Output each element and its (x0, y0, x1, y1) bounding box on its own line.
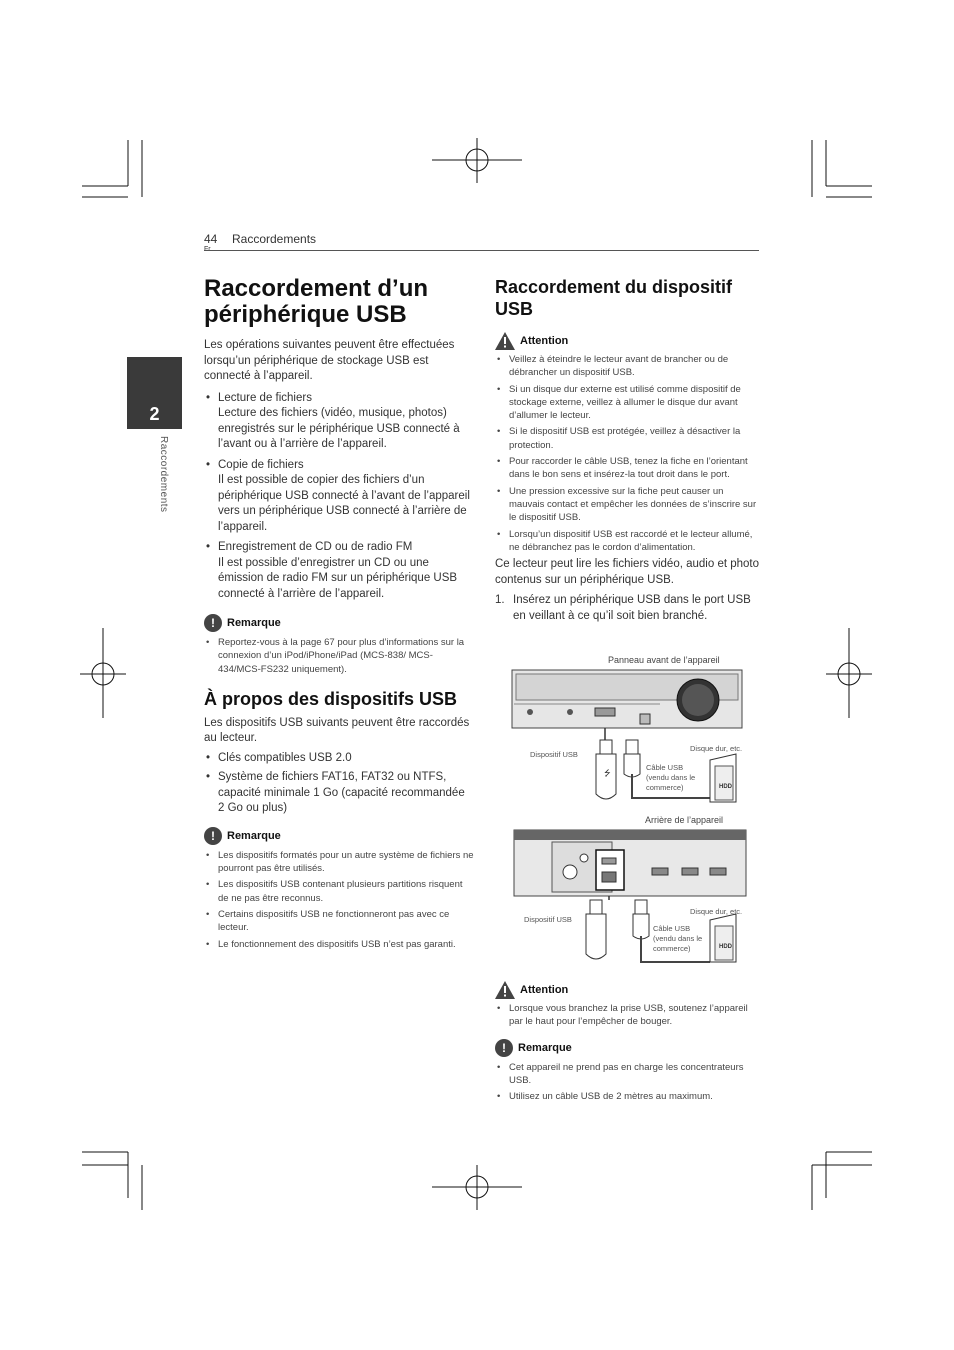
list-item: • Système de fichiers FAT16, FAT32 ou NTFS, capacité minimale 1 Go (capacité recommandée 2 Go ou plus) (204, 770, 474, 817)
step-1: 1. Insérez un périphérique USB dans le port USB en veillant à ce qu’il soit bien branché. (495, 594, 751, 622)
hdd-label-front: Disque dur, etc. (690, 744, 743, 753)
registration-mark-top (432, 138, 522, 183)
crop-mark-bottom-right (812, 1152, 872, 1210)
attention-list (495, 1002, 759, 1029)
chapter-label: Raccordements (158, 436, 169, 513)
attention-list (495, 353, 759, 554)
warning-icon (495, 332, 515, 350)
page-title: Raccordement d’un périphérique USB (204, 275, 429, 328)
cable-label-rear: Câble USB (vendu dans le commerce) (653, 924, 703, 953)
registration-mark-left (80, 628, 126, 718)
right-column (495, 276, 759, 624)
note-heading: ! Remarque (204, 614, 474, 632)
left-column (204, 276, 474, 954)
usb-device-list (204, 751, 474, 817)
running-header: Raccordements (232, 232, 317, 246)
section-title-connect-usb: Raccordement du dispositif USB (495, 277, 733, 319)
registration-mark-right (826, 628, 872, 718)
crop-mark-top-left (82, 140, 142, 197)
warning-icon (495, 981, 515, 999)
list-item: • Veillez à éteindre le lecteur avant de brancher ou de débrancher un dispositif USB. (495, 353, 759, 380)
section-intro: Les dispositifs USB suivants peuvent être raccordés au lecteur. (204, 716, 470, 745)
crop-mark-top-right (812, 140, 872, 197)
rear-panel-illustration (512, 828, 748, 968)
list-item: • Utilisez un câble USB de 2 mètres au maximum. (495, 1090, 759, 1103)
exclamation-icon: ! (204, 614, 222, 632)
svg-text:⭍: ⭍ (604, 769, 611, 778)
figure-caption-front: Panneau avant de l’appareil (608, 655, 720, 665)
attention-heading: Attention (495, 332, 759, 350)
list-item: • Lorsqu’un dispositif USB est raccordé et le lecteur allumé, ne débranchez pas le cordon d’alimentation. (495, 528, 759, 555)
list-item: • Clés compatibles USB 2.0 (204, 751, 474, 767)
feature-list (204, 391, 474, 603)
figure-caption-rear: Arrière de l’appareil (645, 815, 724, 825)
note-heading: ! Remarque (495, 1039, 759, 1057)
list-item: • Les dispositifs USB contenant plusieurs partitions risquent de ne pas être reconnus. (204, 878, 474, 905)
exclamation-icon: ! (204, 827, 222, 845)
list-item: • Cet appareil ne prend pas en charge les concentrateurs USB. (495, 1061, 759, 1088)
list-item: • Si un disque dur externe est utilisé comme dispositif de stockage externe, veillez à allumer le disque dur avant d’allumer le lecteur. (495, 383, 759, 423)
list-item: • Enregistrement de CD ou de radio FM Il est possible d’enregistrer un CD ou une émission de radio FM sur un périphérique USB connecté à l’arrière de l’appareil. (204, 540, 474, 602)
svg-text:HDD: HDD (719, 944, 732, 950)
cable-label-front: Câble USB (vendu dans le commerce) (646, 763, 696, 792)
attention-heading: Attention (495, 981, 759, 999)
note-list (204, 636, 474, 676)
list-item: • Lecture de fichiers Lecture des fichiers (vidéo, musique, photos) enregistrés sur le périphérique USB connecté à l’avant ou à l’arrière de l’appareil. (204, 391, 474, 453)
section-title-about-usb: À propos des dispositifs USB (204, 688, 458, 709)
list-item: • Lorsque vous branchez la prise USB, soutenez l’appareil par le haut pour l’empêcher de bouger. (495, 1002, 759, 1029)
crop-mark-bottom-left (82, 1152, 142, 1210)
list-item: • Les dispositifs formatés pour un autre système de fichiers ne pourront pas être utilisés. (204, 849, 474, 876)
intro-paragraph: Ce lecteur peut lire les fichiers vidéo, audio et photo contenus sur un périphérique USB. (495, 558, 760, 586)
list-item: • Si le dispositif USB est protégée, veillez à désactiver la protection. (495, 425, 759, 452)
usb-device-label-rear: Dispositif USB (524, 915, 572, 924)
list-item: • Le fonctionnement des dispositifs USB n’est pas garanti. (204, 938, 474, 951)
page-number: 44 (204, 232, 218, 246)
chapter-number: 2 (149, 404, 160, 424)
list-item: • Reportez-vous à la page 67 pour plus d’informations sur la connexion d’un iPod/iPhone/iPad (MCS-838/ MCS-434/MCS-FS232 uniquement). (204, 636, 474, 676)
svg-text:HDD: HDD (719, 784, 732, 790)
list-item: • Certains dispositifs USB ne fonctionneront pas avec ce lecteur. (204, 908, 474, 935)
list-item: • Copie de fichiers Il est possible de copier des fichiers d’un périphérique USB connecté à l’avant de l’appareil vers un périphérique USB connecté à l’arrière de l’appareil. (204, 458, 474, 536)
note-heading: ! Remarque (204, 827, 474, 845)
note-list (495, 1061, 759, 1104)
bottom-notes (495, 981, 759, 1106)
header-rule (204, 250, 759, 251)
hdd-label-rear: Disque dur, etc. (690, 907, 743, 916)
list-item: • Pour raccorder le câble USB, tenez la fiche en l’orientant dans le bon sens et insérez-la tout droit dans le port. (495, 455, 759, 482)
registration-mark-bottom (432, 1165, 522, 1210)
usb-device-label-front: Dispositif USB (530, 750, 578, 759)
list-item: • Une pression excessive sur la fiche peut causer un mauvais contact et empêcher les données de s’inscrire sur le dispositif USB. (495, 485, 759, 525)
front-panel-illustration (510, 668, 745, 808)
exclamation-icon: ! (495, 1039, 513, 1057)
note-list (204, 849, 474, 951)
intro-paragraph: Les opérations suivantes peuvent être effectuées lorsqu’un périphérique de stockage USB est connecté à l’appareil. (204, 339, 455, 382)
